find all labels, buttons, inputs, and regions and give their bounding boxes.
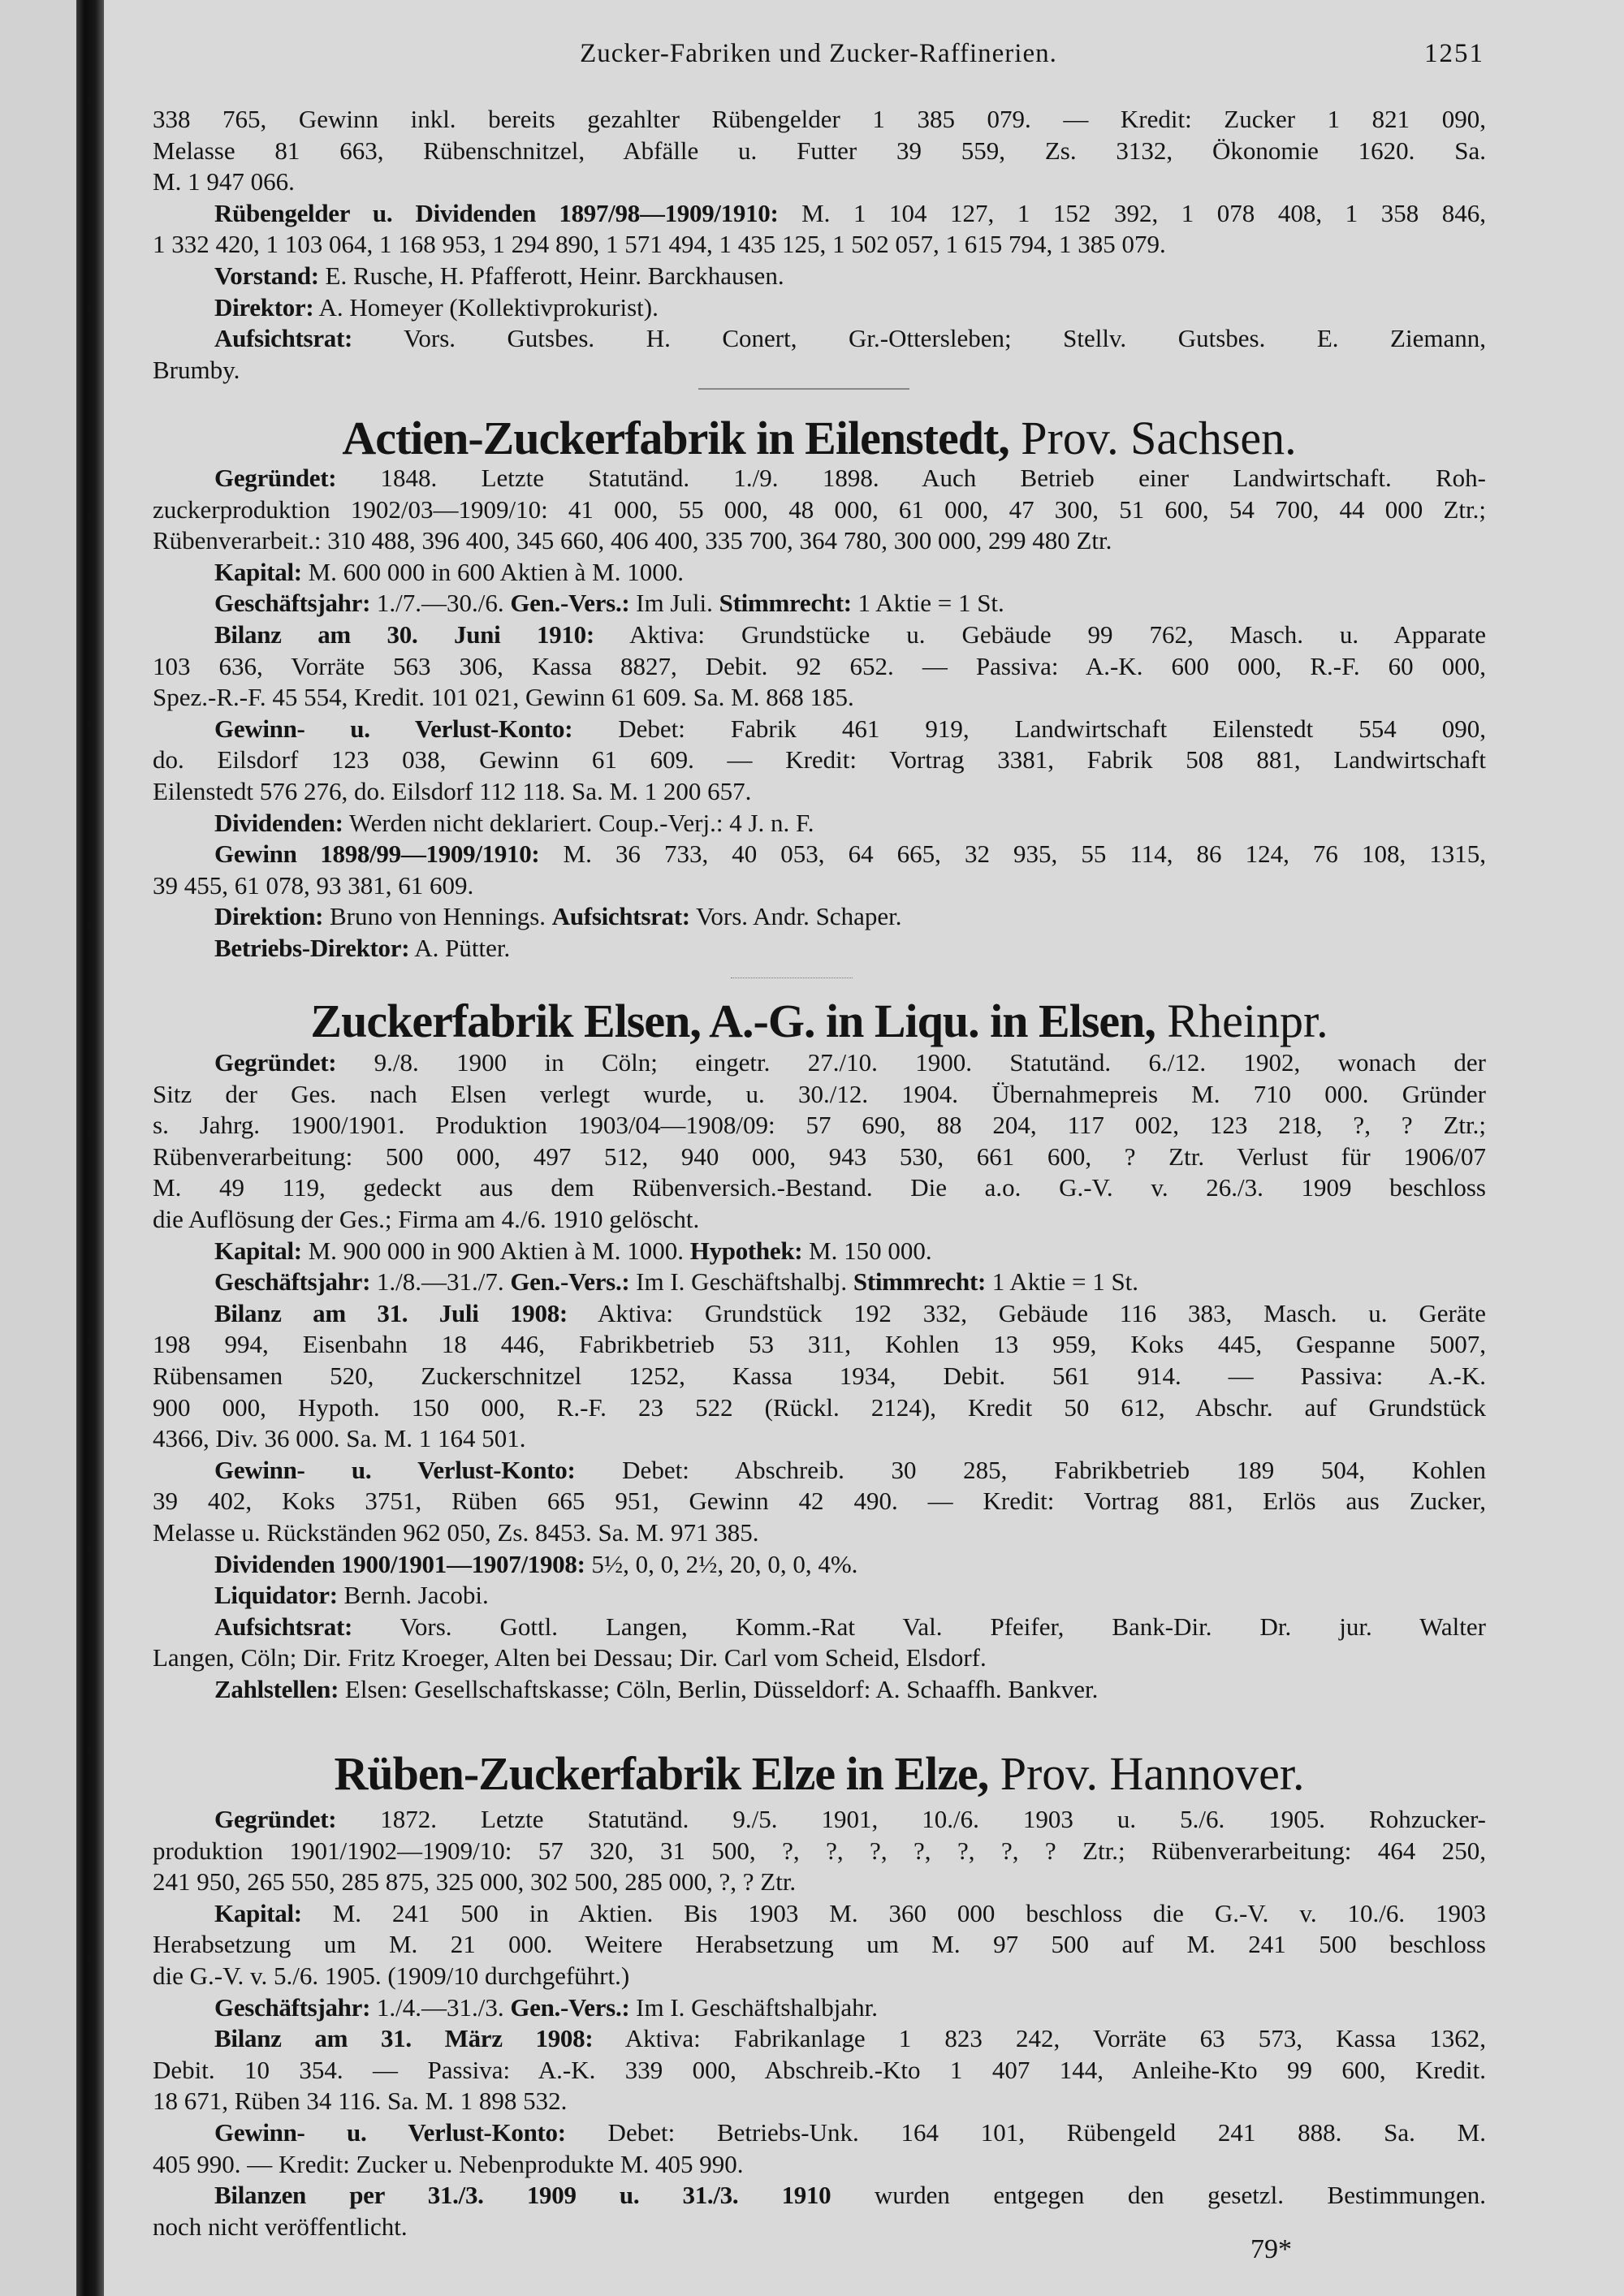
text-line — [153, 651, 1486, 683]
text-line — [153, 355, 1486, 386]
text-line — [153, 2117, 1486, 2149]
field-text: 1./4.—31./3. — [370, 1992, 511, 2022]
field-text: Aktiva: Grundstücke u. Gebäude 99 762, Masch. u. Apparate — [594, 619, 1486, 649]
field-text: Brumby. — [153, 355, 240, 384]
text-line — [153, 229, 1486, 261]
field-label: Dividenden 1900/1901—1907/1908: — [214, 1549, 585, 1578]
field-label: Hypothek: — [689, 1236, 803, 1265]
text-line — [153, 1642, 1486, 1674]
text-line — [153, 292, 1486, 324]
text-line — [153, 1172, 1486, 1204]
field-label: Bilanz am 31. Juli 1908: — [214, 1298, 568, 1327]
field-text: Melasse u. Rückständen 962 050, Zs. 8453. Sa. M. 971 385. — [153, 1517, 759, 1547]
field-label: Bilanz am 30. Juni 1910: — [214, 619, 594, 649]
field-text: A. Pütter. — [409, 933, 511, 962]
field-label: Liquidator: — [214, 1581, 338, 1610]
field-text: zuckerproduktion 1902/03—1909/10: 41 000, 55 000, 48 000, 61 000, 47 300, 51 600, 54 700, 44 000 Ztr.; — [153, 494, 1486, 524]
text-line — [153, 463, 1486, 494]
text-line — [153, 1898, 1486, 1930]
field-label: Aufsichtsrat: — [214, 1612, 353, 1641]
heading-company-name: Zuckerfabrik Elsen, A.-G. in Liqu. in Elsen, — [310, 995, 1155, 1047]
field-text: Elsen: Gesellschaftskasse; Cöln, Berlin, Düsseldorf: A. Schaaffh. Bankver. — [339, 1674, 1099, 1703]
field-text: Im Juli. — [629, 589, 719, 618]
field-text: Debet: Fabrik 461 919, Landwirtschaft Eilenstedt 554 090, — [572, 714, 1486, 743]
field-text: 39 402, Koks 3751, Rüben 665 951, Gewinn 42 490. — Kredit: Vortrag 881, Erlös aus Zucker, — [153, 1487, 1486, 1516]
field-label: Vorstand: — [214, 261, 319, 290]
field-text: Rübensamen 520, Zuckerschnitzel 1252, Kassa 1934, Debit. 561 914. — Passiva: A.-K. — [153, 1361, 1486, 1390]
facing-page-edge — [0, 0, 78, 2296]
text-line — [153, 933, 1486, 965]
heading-region: Prov. Sachsen. — [1009, 412, 1297, 464]
field-label: Gegründet: — [214, 1048, 337, 1077]
field-label: Direktion: — [214, 902, 324, 931]
field-text: 4366, Div. 36 000. Sa. M. 1 164 501. — [153, 1424, 526, 1453]
field-text: A. Homeyer (Kollektivprokurist). — [313, 292, 659, 322]
field-text: 1 332 420, 1 103 064, 1 168 953, 1 294 890, 1 571 494, 1 435 125, 1 502 057, 1 615 794, 1 385 079. — [153, 230, 1166, 259]
text-line — [153, 682, 1486, 714]
text-line — [153, 494, 1486, 526]
entry-heading — [153, 412, 1486, 464]
field-label: Bilanzen per 31./3. 1909 u. 31./3. 1910 — [214, 2181, 831, 2210]
field-text: M. 900 000 in 900 Aktien à M. 1000. — [301, 1236, 690, 1265]
text-line — [153, 1612, 1486, 1643]
text-line — [153, 1929, 1486, 1961]
field-text: do. Eilsdorf 123 038, Gewinn 61 609. — Kredit: Vortrag 3381, Fabrik 508 881, Landwirtschaft — [153, 745, 1486, 775]
text-line — [153, 1961, 1486, 1992]
field-text: M. 1 947 066. — [153, 167, 295, 196]
field-label: Bilanz am 31. März 1908: — [214, 2024, 594, 2053]
text-line — [153, 525, 1486, 557]
text-line — [153, 588, 1486, 619]
field-label: Gewinn- u. Verlust-Konto: — [214, 1455, 576, 1484]
text-line — [153, 1517, 1486, 1549]
field-text: Vors. Gottl. Langen, Komm.-Rat Val. Pfeifer, Bank-Dir. Dr. jur. Walter — [352, 1612, 1486, 1641]
field-text: Bernh. Jacobi. — [337, 1581, 489, 1610]
field-label: Geschäftsjahr: — [214, 589, 371, 618]
field-label: Geschäftsjahr: — [214, 1992, 371, 2022]
text-line — [153, 901, 1486, 933]
field-text: 5½, 0, 0, 2½, 20, 0, 0, 4%. — [585, 1549, 858, 1578]
field-label: Gen.-Vers.: — [510, 1992, 630, 2022]
field-text: 1./8.—31./7. — [370, 1267, 511, 1297]
text-line — [153, 776, 1486, 808]
field-label: Betriebs-Direktor: — [214, 933, 410, 962]
text-line — [153, 1804, 1486, 1836]
text-line — [153, 1361, 1486, 1392]
field-label: Aufsichtsrat: — [214, 324, 353, 353]
field-text: 1 Aktie = 1 St. — [851, 589, 1004, 618]
field-text: s. Jahrg. 1900/1901. Produktion 1903/04—1908/09: 57 690, 88 204, 117 002, 123 218, ?, ? Ztr.; — [153, 1111, 1486, 1140]
entry-eilenstedt — [153, 463, 1486, 965]
text-line — [153, 2055, 1486, 2087]
field-label: Gewinn- u. Verlust-Konto: — [214, 2117, 566, 2147]
field-text: 18 671, Rüben 34 116. Sa. M. 1 898 532. — [153, 2087, 568, 2116]
text-line — [153, 870, 1486, 902]
field-text: 1848. Letzte Statutänd. 1./9. 1898. Auch Betrieb einer Landwirtschaft. Roh- — [336, 464, 1486, 492]
field-label: Zahlstellen: — [214, 1674, 339, 1703]
field-label: Direktor: — [214, 292, 314, 322]
field-text: 405 990. — Kredit: Zucker u. Nebenprodukte M. 405 990. — [153, 2149, 744, 2178]
field-text: M. 150 000. — [802, 1236, 932, 1265]
field-text: 338 765, Gewinn inkl. bereits gezahlter Rübengelder 1 385 079. — Kredit: Zucker 1 821 090, — [153, 105, 1486, 133]
field-text: Spez.-R.-F. 45 554, Kredit. 101 021, Gewinn 61 609. Sa. M. 868 185. — [153, 683, 854, 712]
book-binding — [76, 0, 104, 2296]
field-label: Gegründet: — [214, 1805, 337, 1833]
field-label: Aufsichtsrat: — [551, 902, 690, 931]
entry-elze — [153, 1804, 1486, 2242]
text-line — [153, 1992, 1486, 2024]
text-line — [153, 136, 1486, 167]
text-line — [153, 1298, 1486, 1330]
field-text: M. 36 733, 40 053, 64 665, 32 935, 55 114, 86 124, 76 108, 1315, — [539, 839, 1486, 869]
text-line — [153, 1236, 1486, 1267]
field-label: Gen.-Vers.: — [510, 589, 630, 618]
text-line — [153, 1867, 1486, 1898]
field-text: 198 994, Eisenbahn 18 446, Fabrikbetrieb 53 311, Kohlen 13 959, Koks 445, Gespanne 5007, — [153, 1330, 1486, 1359]
field-text: 900 000, Hypoth. 150 000, R.-F. 23 522 (Rückl. 2124), Kredit 50 612, Abschr. auf Grundstück — [153, 1392, 1486, 1422]
field-text: M. 1 104 127, 1 152 392, 1 078 408, 1 358 846, — [778, 198, 1486, 227]
field-text: M. 49 119, gedeckt aus dem Rübenversich.-Bestand. Die a.o. G.-V. v. 26./3. 1909 beschloss — [153, 1173, 1486, 1202]
entry-heading — [153, 1748, 1486, 1800]
field-text: Langen, Cöln; Dir. Fritz Kroeger, Alten bei Dessau; Dir. Carl vom Scheid, Elsdorf. — [153, 1643, 987, 1672]
field-label: Stimmrecht: — [719, 589, 852, 618]
field-text: Herabsetzung um M. 21 000. Weitere Herabsetzung um M. 97 500 auf M. 241 500 beschloss — [153, 1930, 1486, 1959]
entry-heading — [153, 995, 1486, 1047]
text-line — [153, 619, 1486, 651]
text-line — [153, 1329, 1486, 1361]
text-line — [153, 1549, 1486, 1581]
field-text: die G.-V. v. 5./6. 1905. (1909/10 durchgeführt.) — [153, 1961, 630, 1990]
field-text: E. Rusche, H. Pfafferott, Heinr. Barckhausen. — [318, 261, 784, 290]
text-line — [153, 198, 1486, 230]
field-label: Dividenden: — [214, 808, 343, 837]
field-text: Melasse 81 663, Rübenschnitzel, Abfälle u. Futter 39 559, Zs. 3132, Ökonomie 1620. Sa. — [153, 136, 1486, 165]
field-text: Rübenverarbeit.: 310 488, 396 400, 345 660, 406 400, 335 700, 364 780, 300 000, 299 480 Ztr. — [153, 526, 1112, 555]
field-label: Kapital: — [214, 1236, 302, 1265]
text-line — [153, 744, 1486, 776]
text-line — [153, 1836, 1486, 1867]
text-line — [153, 714, 1486, 745]
field-text: Vors. Gutsbes. H. Conert, Gr.-Ottersleben; Stellv. Gutsbes. E. Ziemann, — [352, 324, 1486, 353]
field-label: Gegründet: — [214, 464, 337, 492]
field-text: 1 Aktie = 1 St. — [986, 1267, 1139, 1297]
text-line — [153, 839, 1486, 870]
text-line — [153, 323, 1486, 355]
text-line — [153, 2180, 1486, 2212]
field-text: 39 455, 61 078, 93 381, 61 609. — [153, 870, 474, 900]
page-number: 1251 — [1424, 39, 1484, 68]
text-line — [153, 1580, 1486, 1612]
field-label: Rübengelder u. Dividenden 1897/98—1909/1910: — [214, 198, 779, 227]
field-text: Eilenstedt 576 276, do. Eilsdorf 112 118. Sa. M. 1 200 657. — [153, 776, 752, 805]
text-line — [153, 1110, 1486, 1142]
field-label: Kapital: — [214, 1898, 302, 1927]
field-text: die Auflösung der Ges.; Firma am 4./6. 1910 gelöscht. — [153, 1204, 700, 1233]
field-label: Kapital: — [214, 557, 302, 586]
field-text: Aktiva: Fabrikanlage 1 823 242, Vorräte 63 573, Kassa 1362, — [593, 2024, 1486, 2053]
text-line — [153, 1455, 1486, 1487]
field-label: Stimmrecht: — [853, 1267, 987, 1297]
field-text: Bruno von Hennings. — [323, 902, 552, 931]
field-text: Aktiva: Grundstück 192 332, Gebäude 116 383, Masch. u. Geräte — [567, 1298, 1486, 1327]
text-line — [153, 1047, 1486, 1079]
field-label: Gen.-Vers.: — [510, 1267, 630, 1297]
text-line — [153, 1142, 1486, 1173]
text-line — [153, 104, 1486, 136]
text-line — [153, 261, 1486, 292]
entry-elsen — [153, 1047, 1486, 1705]
text-line — [153, 1486, 1486, 1517]
text-line — [153, 808, 1486, 839]
heading-company-name: Actien-Zuckerfabrik in Eilenstedt, — [342, 412, 1009, 464]
field-text: M. 600 000 in 600 Aktien à M. 1000. — [301, 557, 684, 586]
field-text: Im I. Geschäftshalbjahr. — [629, 1992, 879, 2022]
field-text: 241 950, 265 550, 285 875, 325 000, 302 500, 285 000, ?, ? Ztr. — [153, 1867, 797, 1897]
field-text: 1872. Letzte Statutänd. 9./5. 1901, 10./6. 1903 u. 5./6. 1905. Rohzucker- — [336, 1805, 1486, 1833]
field-text: Sitz der Ges. nach Elsen verlegt wurde, u. 30./12. 1904. Übernahmepreis M. 710 000. Gründer — [153, 1079, 1486, 1108]
text-line — [153, 1079, 1486, 1111]
field-label: Gewinn 1898/99—1909/1910: — [214, 839, 540, 869]
text-line — [153, 1392, 1486, 1424]
text-line — [153, 166, 1486, 198]
field-text: Rübenverarbeitung: 500 000, 497 512, 940 000, 943 530, 661 600, ? Ztr. Verlust für 1906/07 — [153, 1142, 1486, 1171]
header-title: Zucker-Fabriken und Zucker-Raffinerien. — [580, 39, 1057, 68]
text-line — [153, 557, 1486, 589]
text-line — [153, 2086, 1486, 2117]
field-text: Vors. Andr. Schaper. — [689, 902, 902, 931]
text-line — [153, 1423, 1486, 1455]
text-line — [153, 2149, 1486, 2181]
signature-mark: 79* — [1250, 2234, 1292, 2264]
field-label: Geschäftsjahr: — [214, 1267, 371, 1297]
text-line — [153, 2023, 1486, 2055]
field-text: Debit. 10 354. — Passiva: A.-K. 339 000, Abschreib.-Kto 1 407 144, Anleihe-Kto 99 600, Kredit. — [153, 2055, 1486, 2084]
heading-company-name: Rüben-Zuckerfabrik Elze in Elze, — [334, 1747, 989, 1800]
field-text: Im I. Geschäftshalbj. — [629, 1267, 853, 1297]
field-text: Debet: Abschreib. 30 285, Fabrikbetrieb 189 504, Kohlen — [575, 1455, 1486, 1484]
field-text: 9./8. 1900 in Cöln; eingetr. 27./10. 1900. Statutänd. 6./12. 1902, wonach der — [336, 1048, 1486, 1077]
field-text: wurden entgegen den gesetzl. Bestimmungen. — [831, 2181, 1486, 2210]
text-line — [153, 1204, 1486, 1236]
field-text: produktion 1901/1902—1909/10: 57 320, 31 500, ?, ?, ?, ?, ?, ?, ? Ztr.; Rübenverarbeitung: 464 250, — [153, 1836, 1486, 1865]
running-header — [153, 39, 1484, 71]
field-text: 1./7.—30./6. — [370, 589, 511, 618]
text-line — [153, 1674, 1486, 1706]
field-text: Debet: Betriebs-Unk. 164 101, Rübengeld 241 888. Sa. M. — [565, 2117, 1486, 2147]
continuation-entry — [153, 104, 1486, 386]
heading-region: Prov. Hannover. — [988, 1747, 1305, 1800]
entry-divider — [698, 388, 909, 390]
field-text: Werden nicht deklariert. Coup.-Verj.: 4 J. n. F. — [343, 808, 814, 837]
field-label: Gewinn- u. Verlust-Konto: — [214, 714, 573, 743]
field-text: noch nicht veröffentlicht. — [153, 2212, 408, 2241]
heading-region: Rheinpr. — [1155, 995, 1328, 1047]
field-text: M. 241 500 in Aktien. Bis 1903 M. 360 000 beschloss die G.-V. v. 10./6. 1903 — [301, 1898, 1486, 1927]
text-line — [153, 1267, 1486, 1298]
field-text: 103 636, Vorräte 563 306, Kassa 8827, Debit. 92 652. — Passiva: A.-K. 600 000, R.-F. 60 000, — [153, 651, 1486, 680]
